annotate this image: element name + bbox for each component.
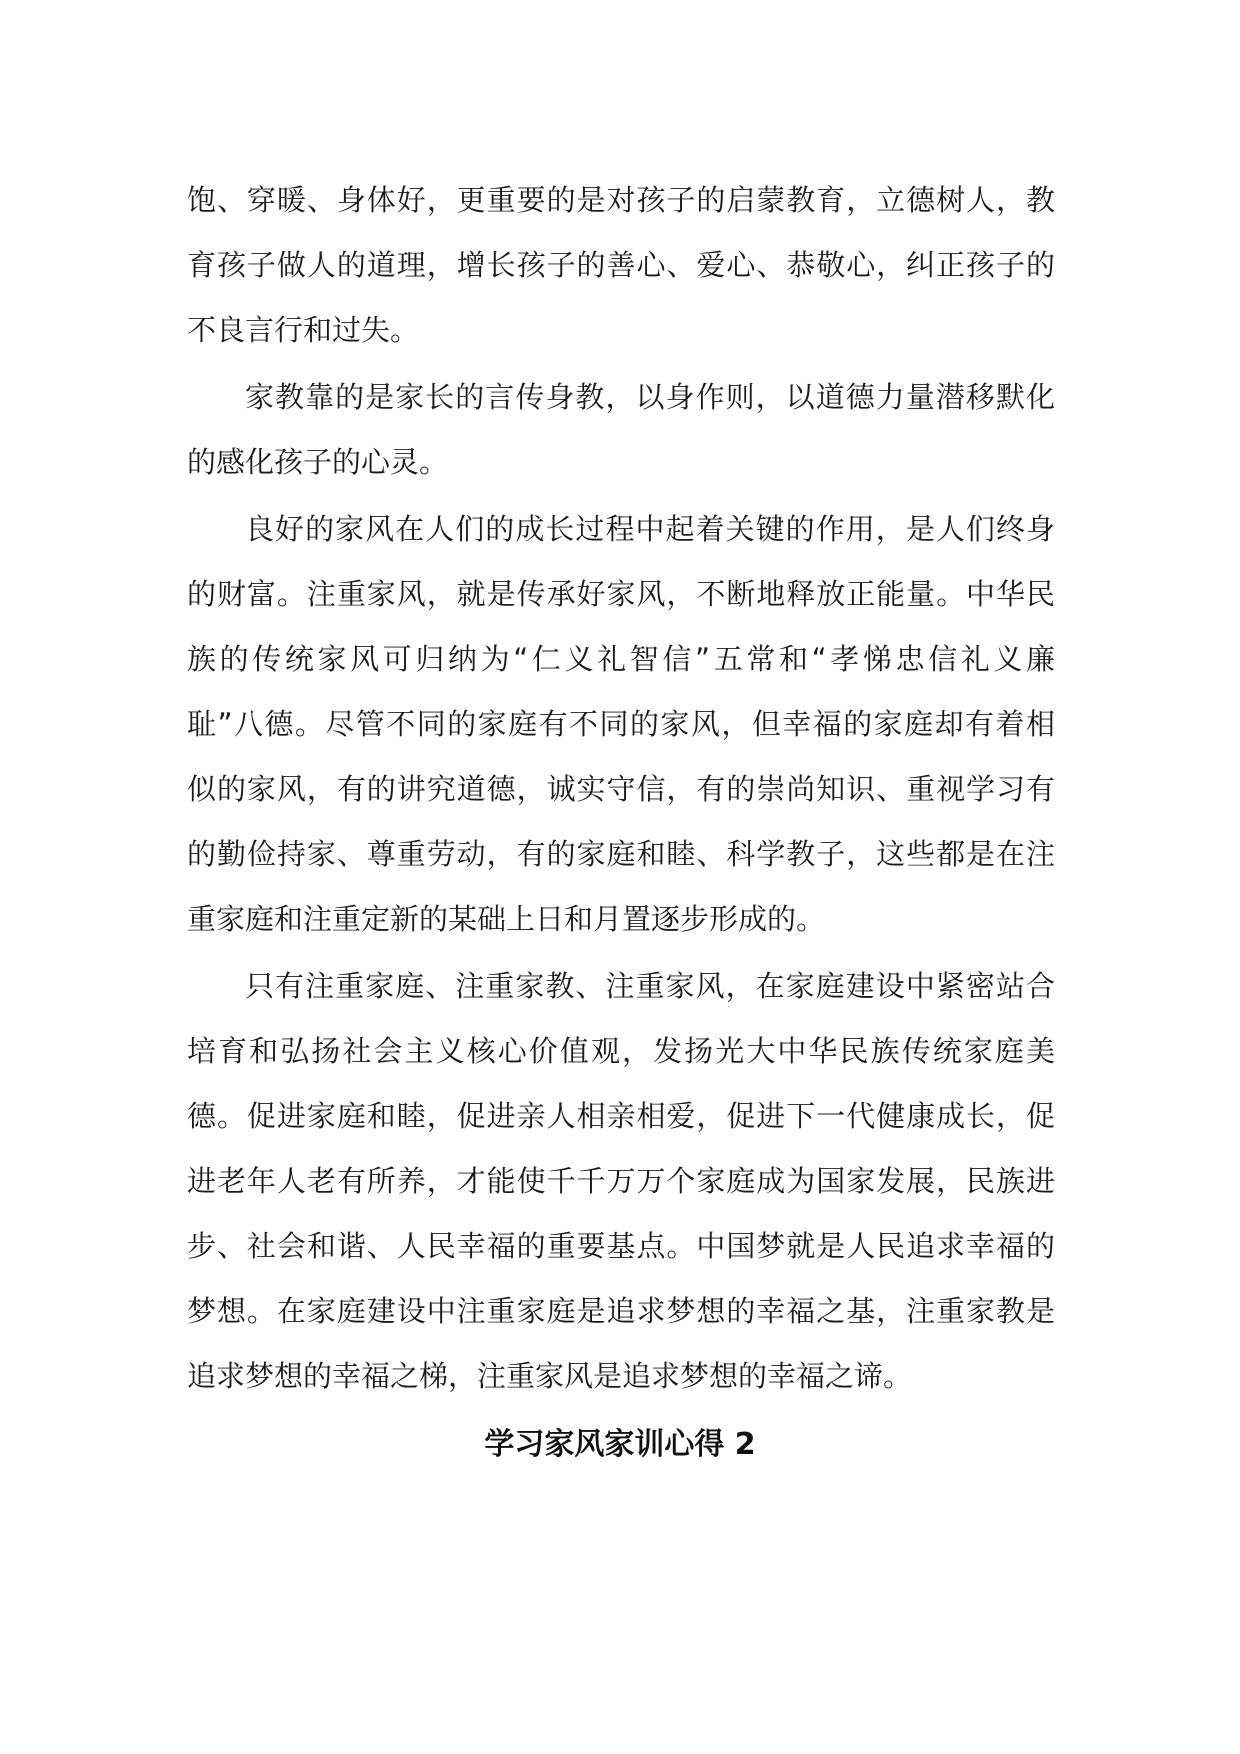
text-line: 追求梦想的幸福之梯，注重家风是追求梦想的幸福之谛。 — [187, 1359, 913, 1393]
text-line: 良好的家风在人们的成长过程中起着关键的作用，是人们终身 — [245, 512, 1055, 546]
text-line: 饱、穿暖、身体好，更重要的是对孩子的启蒙教育，立德树人，教 — [187, 183, 1055, 217]
document-body — [187, 168, 1055, 1409]
text-line: 的感化孩子的心灵。 — [187, 445, 449, 479]
text-line: 只有注重家庭、注重家教、注重家风，在家庭建设中紧密站合 — [245, 969, 1055, 1003]
text-line: 家教靠的是家长的言传身教，以身作则，以道德力量潜移默化 — [245, 380, 1055, 414]
text-line: 的财富。注重家风，就是传承好家风，不断地释放正能量。中华民 — [187, 577, 1055, 611]
text-line: 族的传统家风可归纳为“仁义礼智信”五常和“孝悌忠信礼义廉 — [187, 642, 1055, 676]
text-line: 耻”八德。尽管不同的家庭有不同的家风，但幸福的家庭却有着相 — [187, 707, 1055, 741]
text-line: 德。促进家庭和睦，促进亲人相亲相爱，促进下一代健康成长，促 — [187, 1099, 1055, 1133]
text-line: 不良言行和过失。 — [187, 313, 420, 347]
text-line: 进老年人老有所养，才能使千千万万个家庭成为国家发展，民族进 — [187, 1164, 1055, 1198]
text-line: 育孩子做人的道理，增长孩子的善心、爱心、恭敬心，纠正孩子的 — [187, 248, 1055, 282]
section-heading: 学习家风家训心得 2 — [484, 1427, 756, 1462]
paragraph-1 — [187, 168, 1055, 363]
paragraph-2 — [187, 365, 1055, 495]
text-line: 似的家风，有的讲究道德，诚实守信，有的崇尚知识、重视学习有 — [187, 772, 1055, 806]
text-line: 步、社会和谐、人民幸福的重要基点。中国梦就是人民追求幸福的 — [187, 1229, 1055, 1263]
text-line: 重家庭和注重定新的某础上日和月置逐步形成的。 — [187, 902, 826, 936]
paragraph-4 — [187, 954, 1055, 1409]
paragraph-3 — [187, 497, 1055, 952]
text-line: 培育和弘扬社会主义核心价值观，发扬光大中华民族传统家庭美 — [187, 1034, 1055, 1068]
text-line: 的勤俭持家、尊重劳动，有的家庭和睦、科学教子，这些都是在注 — [187, 837, 1055, 871]
text-line: 梦想。在家庭建设中注重家庭是追求梦想的幸福之基，注重家教是 — [187, 1294, 1055, 1328]
